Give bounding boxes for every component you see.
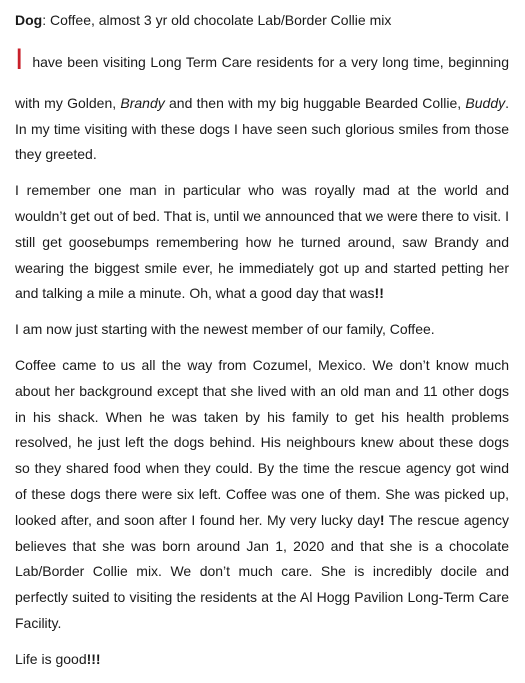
drop-cap: I <box>15 43 24 76</box>
paragraph-3: I am now just starting with the newest member of our family, Coffee. <box>15 321 435 338</box>
dog-heading <box>15 11 391 29</box>
first-line <box>15 43 509 76</box>
paragraph-4 <box>15 353 509 637</box>
paragraph-1 <box>15 43 509 168</box>
dog-label: Dog <box>15 12 43 28</box>
first-line-text: have been visiting Long Term Care residents for a very long time, beginning <box>32 54 509 70</box>
dog-description: : Coffee, almost 3 yr old chocolate Lab/Border Collie mix <box>42 12 392 28</box>
paragraph-5 <box>15 647 509 673</box>
paragraph-4-text-b: The rescue agency believes that she was born around Jan 1, 2020 and that she is a chocolate Lab/Border Collie mix. We don’t much care. She is incredibly docile and perfectly suited to visiting the residents at the Al Hogg Pavilion Long-Term Care Facility. <box>15 511 509 631</box>
paragraph-1-text-b: and then with my big huggable Bearded Collie, <box>164 94 466 111</box>
paragraph-4-exclaim: ! <box>379 511 385 528</box>
paragraph-4-text-a: Coffee came to us all the way from Cozumel, Mexico. We don’t know much about her background except that she lived with an old man and 11 other dogs in his shack. When he was taken by his family to get his health problems resolved, he just left the dogs behind. His neighbours knew about these dogs so they shared food when they could. By the time the rescue agency got wind of these dogs there were six left. Coffee was one of them. She was picked up, looked after, and soon after I found her. My very lucky day <box>15 356 509 528</box>
paragraph-2-exclaim: !! <box>374 285 384 302</box>
dog-name-buddy: Buddy <box>465 94 506 111</box>
paragraph-2 <box>15 178 509 307</box>
paragraph-5-text: Life is good <box>15 650 87 667</box>
story-body <box>15 43 509 683</box>
paragraph-5-exclaim: !!! <box>86 650 101 667</box>
dog-name-brandy: Brandy <box>120 94 165 111</box>
paragraph-1-text-a: with my Golden, <box>15 94 121 111</box>
paragraph-2-text: I remember one man in particular who was royally mad at the world and wouldn’t get out of bed. That is, until we announced that we were there to visit. I still get goosebumps remembering how he turned around, saw Brandy and wearing the biggest smile ever, he immediately got up and started petting her and talking a mile a minute. Oh, what a good day that was <box>15 182 509 302</box>
paragraph-1-text-c: . In my time visiting with these dogs I have seen such glorious smiles from those they greeted. <box>15 94 509 163</box>
